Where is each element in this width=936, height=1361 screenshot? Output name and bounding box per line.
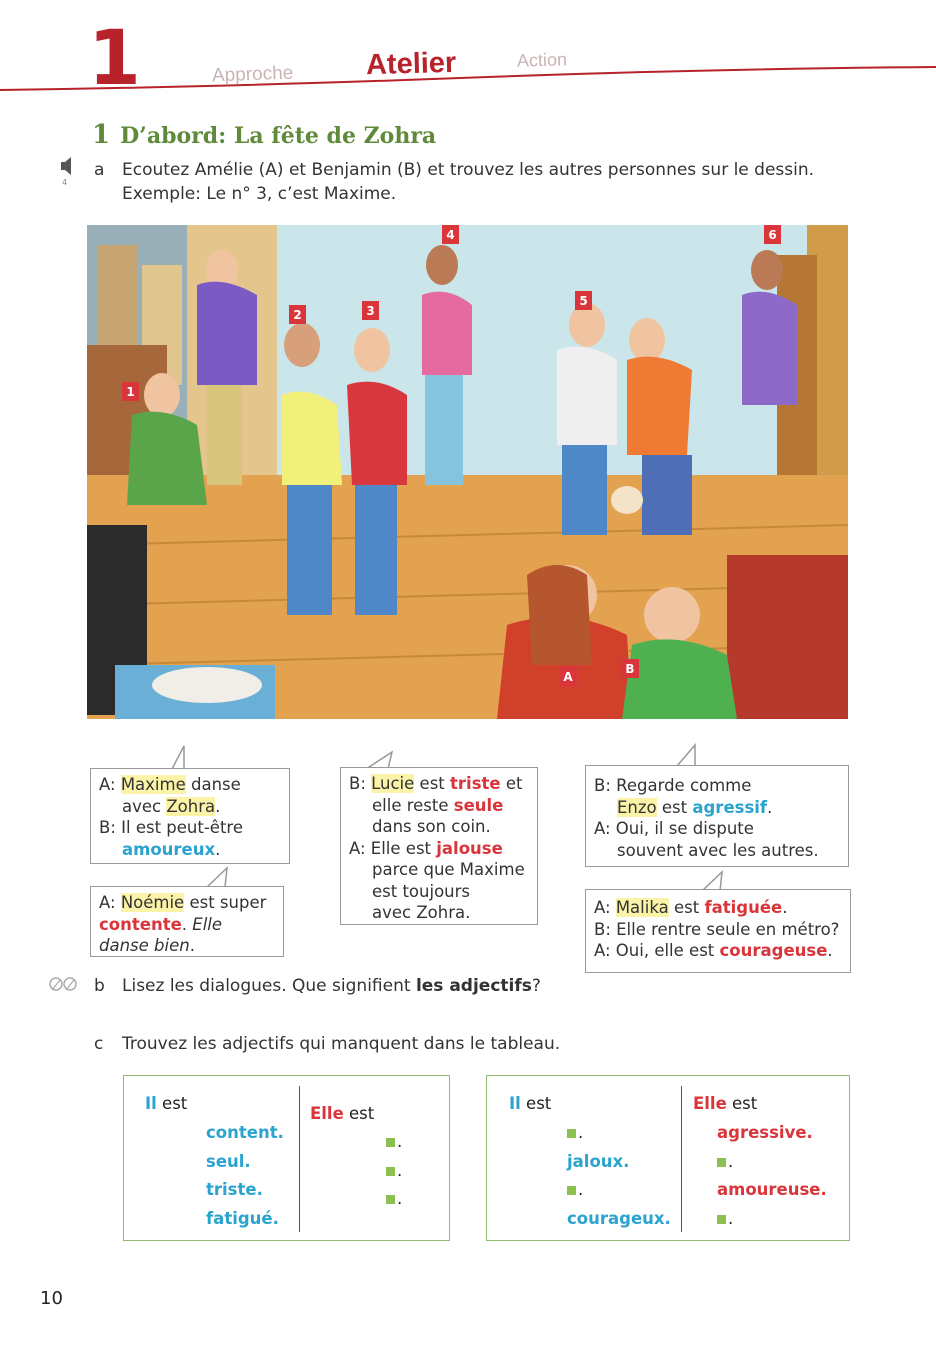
adjective-table-2 — [486, 1075, 850, 1241]
page-number: 10 — [40, 1288, 63, 1309]
blank-answer[interactable]: . — [717, 1148, 827, 1177]
il-est-header: Il est — [145, 1094, 188, 1113]
speech-bubble-1: A: Maxime danse avec Zohra. B: Il est peut-être amoureux. — [90, 768, 290, 864]
question-a-example: Exemple: Le n° 3, c’est Maxime. — [122, 184, 397, 204]
tab-action[interactable]: Action — [516, 49, 568, 71]
bubble-tail — [205, 866, 229, 888]
blank-square-icon — [567, 1129, 576, 1138]
il-est-header: Il est — [509, 1094, 552, 1113]
section-title — [92, 120, 436, 150]
blank-answer[interactable]: . — [567, 1176, 671, 1205]
elle-blanks[interactable] — [386, 1128, 402, 1214]
blank-answer[interactable]: . — [567, 1119, 671, 1148]
blank-square-icon — [717, 1158, 726, 1167]
elle-adjectives — [717, 1119, 827, 1233]
audio-track-number: 4 — [62, 178, 68, 187]
tab-approche[interactable]: Approche — [211, 62, 294, 87]
question-a-text: Ecoutez Amélie (A) et Benjamin (B) et trouvez les autres personnes sur le dessin. — [122, 160, 815, 180]
blank-square-icon — [717, 1215, 726, 1224]
column-divider — [299, 1086, 300, 1232]
picture-label-b-text: B — [625, 662, 635, 676]
speech-bubble-3: B: Lucie est triste et elle reste seule dans son coin. A: Elle est jalouse parce que Maxime est toujours avec Zohra. — [340, 767, 538, 925]
blank-square-icon — [386, 1167, 395, 1176]
pair-work-icon — [48, 976, 82, 994]
picture-label-4-text: 4 — [446, 228, 455, 242]
audio-speaker-icon[interactable] — [60, 156, 74, 176]
section-number: 1 — [92, 120, 111, 150]
blank-square-icon — [386, 1138, 395, 1147]
il-adjectives — [206, 1119, 284, 1233]
bubble-tail — [170, 744, 190, 770]
adjective-table-1 — [123, 1075, 450, 1241]
table-cell: fatigué. — [206, 1208, 279, 1228]
question-b: b Lisez les dialogues. Que signifient les adjectifs? — [94, 976, 541, 996]
picture-label-6-text: 6 — [768, 228, 777, 242]
picture-label-5-text: 5 — [579, 294, 588, 308]
question-letter: a — [94, 160, 105, 180]
table-cell: amoureuse. — [717, 1180, 827, 1199]
table-cell: jaloux. — [567, 1151, 630, 1171]
table-cell: triste. — [206, 1180, 263, 1199]
il-adjectives — [567, 1119, 671, 1233]
speech-bubble-5: A: Malika est fatiguée. B: Elle rentre seule en métro? A: Oui, elle est courageuse. — [585, 889, 851, 973]
table-cell: seul. — [206, 1151, 251, 1171]
header-rule — [0, 60, 936, 100]
column-divider — [681, 1086, 682, 1232]
table-cell: agressive. — [717, 1123, 813, 1142]
question-c: c Trouvez les adjectifs qui manquent dans le tableau. — [94, 1034, 561, 1054]
picture-label-2-text: 2 — [293, 308, 302, 322]
picture-label-3-text: 3 — [366, 304, 375, 318]
question-a — [94, 156, 814, 184]
blank-answer[interactable]: . — [386, 1157, 402, 1186]
tab-atelier[interactable]: Atelier — [365, 46, 457, 82]
table-cell: courageux. — [567, 1208, 671, 1228]
blank-answer[interactable]: . — [717, 1205, 827, 1234]
party-illustration — [87, 225, 848, 719]
picture-label-a-text: A — [563, 670, 573, 684]
speech-bubble-4: B: Regarde comme Enzo est agressif. A: Oui, il se dispute souvent avec les autres. — [585, 765, 849, 867]
blank-square-icon — [567, 1186, 576, 1195]
speech-bubble-2: A: Noémie est super contente. Elle danse bien. — [90, 886, 284, 957]
elle-est-header: Elle est — [693, 1094, 758, 1113]
blank-square-icon — [386, 1195, 395, 1204]
elle-est-header: Elle est — [310, 1104, 375, 1123]
section-title-text: D’abord: La fête de Zohra — [120, 123, 437, 149]
bubble-tail — [675, 743, 697, 767]
blank-answer[interactable]: . — [386, 1128, 402, 1157]
picture-label-1-text: 1 — [126, 385, 135, 399]
unit-number: 1 — [88, 13, 141, 102]
blank-answer[interactable]: . — [386, 1185, 402, 1214]
table-cell: content. — [206, 1123, 284, 1142]
